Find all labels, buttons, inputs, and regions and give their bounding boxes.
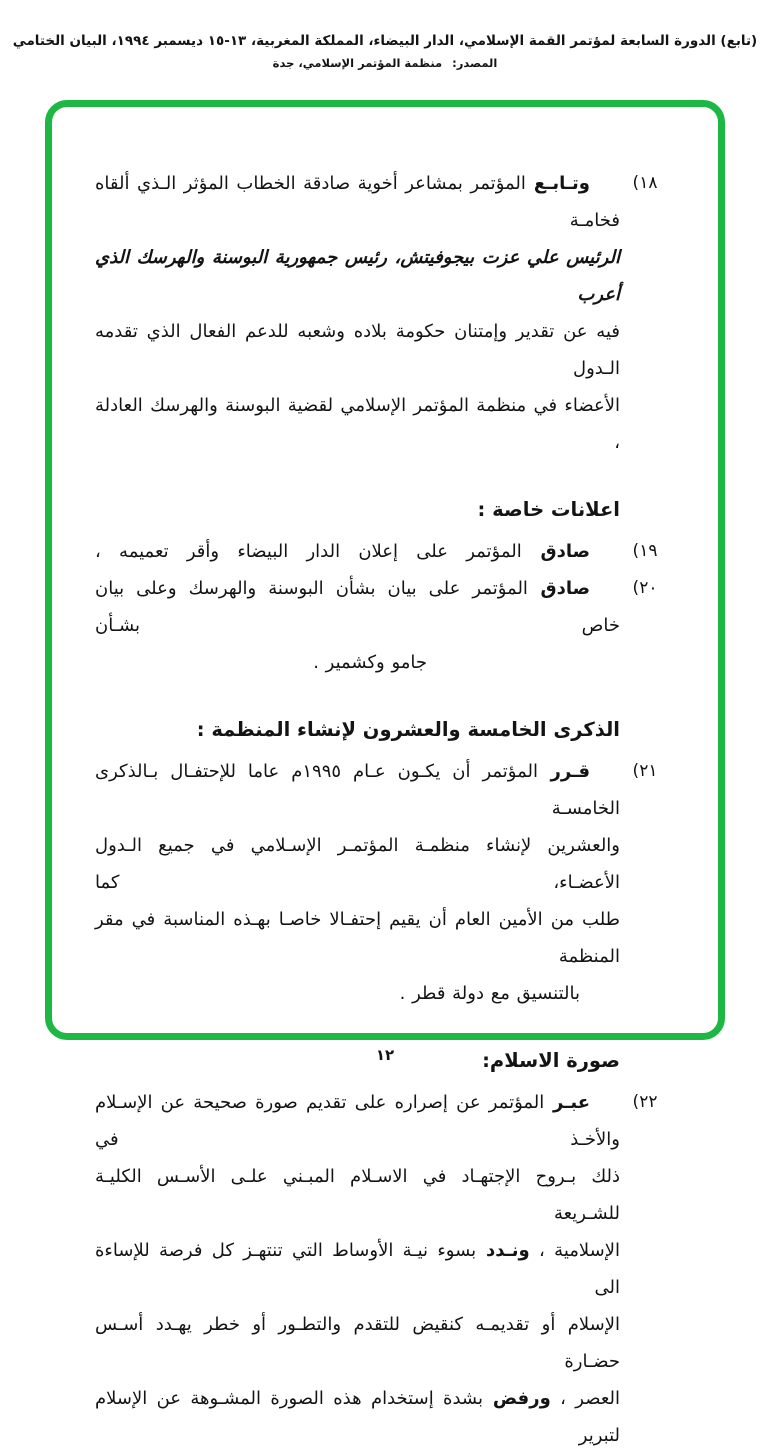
numbered-paragraph [95, 753, 658, 1012]
body-text: المؤتمر أن يكـون عـام ١٩٩٥م عاما للإحتفـال بـالذكرى الخامسـة [95, 761, 620, 819]
text-line [95, 1380, 620, 1454]
text-line [95, 1158, 620, 1232]
body-text: جامو وكشمير . [313, 652, 427, 673]
body-text: والعشرين لإنشاء منظمـة المؤتمـر الإسـلامي في جميع الـدول الأعضـاء، كما [95, 835, 620, 893]
text-line [95, 165, 620, 239]
body-text: بسوء نيـة الأوساط التي تنتهـز كل فرصة للإساءة الى [95, 1240, 620, 1298]
section-heading: الذكرى الخامسة والعشرون لإنشاء المنظمة : [196, 718, 620, 741]
text-line [95, 1084, 620, 1158]
text-line [95, 570, 620, 644]
body-text: المؤتمر على بيان بشأن البوسنة والهرسك وعلى بيان خاص بشـأن [95, 578, 620, 636]
item-number: ٢٠) [632, 578, 658, 598]
item-number: ٢١) [632, 761, 658, 781]
bold-lead-word: صادق [527, 578, 590, 599]
body-text: ذلك بـروح الإجتهـاد في الاسـلام المبـني علـى الأسـس الكليـة للشـريعة [95, 1166, 620, 1224]
item-number: ٢٢) [632, 1092, 658, 1112]
page-header [0, 33, 770, 70]
page-number: ١٢ [375, 1046, 395, 1064]
body-text: العصر ، [550, 1388, 620, 1409]
body-text: الإسلامية ، [529, 1240, 620, 1261]
source-label: المصدر: [452, 56, 498, 70]
source-value: منظمة المؤتمر الإسلامي، جدة [272, 56, 443, 70]
body-text: الإسلام أو تقديمـه كنقيض للتقدم والتطـور أو خطر يهـدد أسـس حضـارة [95, 1314, 620, 1372]
bold-lead-word: صادق [521, 541, 590, 562]
item-number: ١٨) [632, 173, 658, 193]
text-line [95, 753, 620, 827]
body-text: طلب من الأمين العام أن يقيم إحتفـالا خاصـا بهـذه المناسبة في مقر المنظمة [95, 909, 620, 967]
numbered-paragraph [95, 533, 658, 570]
body-text: المؤتمر بمشاعر أخوية صادقة الخطاب المؤثر الـذي ألقاه فخامـة [95, 173, 620, 231]
document-title: (تابع) الدورة السابعة لمؤتمر القمة الإسلامي، الدار البيضاء، المملكة المغربية، ⁦١٣-١٥⁩ ديسمبر ١٩٩٤، البيان الختامي [12, 33, 758, 49]
text-line [95, 387, 620, 461]
body-text: المؤتمر على إعلان الدار البيضاء وأقر تعميمه ، [95, 541, 522, 562]
body-text: فيه عن تقدير وإمتنان حكومة بلاده وشعبه للدعم الفعال الذي تقدمه الـدول [95, 321, 620, 379]
bold-lead-word: ورفض [482, 1388, 551, 1409]
text-line [95, 533, 620, 570]
bold-lead-word: وتـابـع [525, 173, 590, 194]
bold-lead-word: عبـر [544, 1092, 590, 1113]
item-number: ١٩) [632, 541, 658, 561]
section-heading: اعلانات خاصة : [477, 498, 620, 521]
text-line [95, 313, 620, 387]
text-line [95, 901, 620, 975]
text-line [95, 1306, 620, 1380]
text-line [95, 239, 620, 313]
text-line [95, 827, 620, 901]
bold-lead-word: ونـدد [476, 1240, 530, 1261]
body-text: بشدة إستخدام هذه الصورة المشـوهة عن الإسلام لتبرير [95, 1388, 620, 1446]
bold-lead-word: قـرر [538, 761, 590, 782]
text-line [95, 644, 620, 681]
numbered-paragraph [95, 570, 658, 681]
text-line [95, 1232, 620, 1306]
body-text: المؤتمر عن إصراره على تقديم صورة صحيحة عن الإسـلام والأخـذ في [95, 1092, 620, 1150]
numbered-paragraph [95, 165, 658, 461]
body-text: الأعضاء في منظمة المؤتمر الإسلامي لقضية البوسنة والهرسك العادلة ، [95, 395, 620, 453]
text-line [95, 975, 620, 1012]
source-line [0, 56, 770, 70]
numbered-paragraph [95, 1084, 658, 1454]
body-text: بالتنسيق مع دولة قطر . [399, 983, 580, 1004]
emphasized-text: الرئيس علي عزت بيجوفيتش، رئيس جمهورية البوسنة والهرسك الذي أعرب [95, 247, 620, 305]
section-heading: صورة الاسلام: [482, 1049, 620, 1072]
